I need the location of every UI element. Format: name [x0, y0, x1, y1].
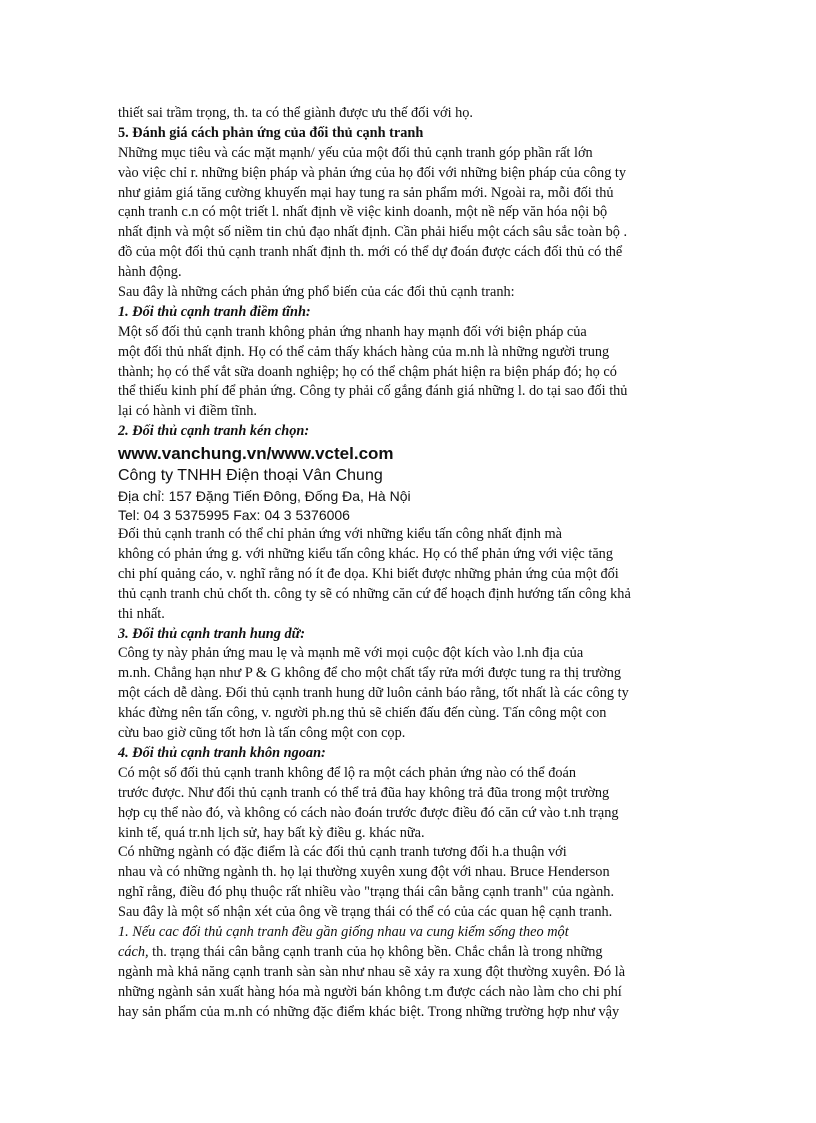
text-line: thành; họ có thể vắt sữa doanh nghiệp; họ có thể chậm phát hiện ra biện pháp đó; họ có	[118, 363, 617, 380]
section-heading: 5. Đánh giá cách phản ứng của đối thủ cạnh tranh	[118, 124, 424, 141]
text-line: Những mục tiêu và các mặt mạnh/ yếu của một đối thủ cạnh tranh góp phần rất lớn	[118, 144, 593, 161]
text-line: Công ty này phản ứng mau lẹ và mạnh mẽ với mọi cuộc đột kích vào l.nh địa của	[118, 645, 584, 662]
text-line: hợp cụ thể nào đó, và không có cách nào đoán trước được điều đó căn cứ vào t.nh trạng	[118, 804, 619, 821]
text-line: Sau đây là những cách phản ứng phổ biến của các đối thủ cạnh tranh:	[118, 284, 515, 301]
text-line: thủ cạnh tranh chủ chốt th. công ty sẽ có những căn cứ để hoạch định hướng tấn công khả	[118, 585, 631, 602]
text-line: kinh tế, quá tr.nh lịch sử, hay bất kỳ điều g. khác nữa.	[118, 824, 425, 841]
text-line: Sau đây là một số nhận xét của ông về trạng thái có thể có của các quan hệ cạnh tranh.	[118, 904, 613, 921]
text-line: thiết sai trầm trọng, th. ta có thể giành được ưu thế đối với họ.	[118, 105, 474, 121]
website-url: www.vanchung.vn/www.vctel.com	[118, 444, 394, 464]
subsection-heading: 4. Đối thủ cạnh tranh khôn ngoan:	[118, 744, 326, 761]
text-rest: th. trạng thái cân bằng cạnh tranh của họ không bền. Chắc chắn là trong những	[148, 943, 603, 960]
text-line: m.nh. Chẳng hạn như P & G không để cho một chất tẩy rửa mới được tung ra thị trường	[118, 665, 622, 682]
text-line	[118, 943, 702, 963]
text-line: vào việc chỉ r. những biện pháp và phản ứng của họ đối với những biện pháp của công ty	[118, 164, 627, 181]
text-line: nhất định và một số niềm tin chủ đạo nhất định. Cần phải hiểu một cách sâu sắc toàn bộ .	[118, 224, 628, 241]
text-line: Một số đối thủ cạnh tranh không phản ứng nhanh hay mạnh đối với biện pháp của	[118, 323, 587, 340]
text-line: ngành mà khả năng cạnh tranh sàn sàn như nhau sẽ xảy ra xung đột thường xuyên. Đó là	[118, 963, 626, 980]
contact-line: Địa chỉ: 157 Đặng Tiến Đông, Đống Đa, Hà Nội	[118, 488, 411, 505]
subsection-heading: 3. Đối thủ cạnh tranh hung dữ:	[118, 625, 305, 642]
text-line: hành động.	[118, 264, 182, 281]
text-line: như giảm giá tăng cường khuyến mại hay tung ra sản phẩm mới. Ngoài ra, mỗi đối thủ	[118, 184, 614, 201]
text-line: Có những ngành có đặc điểm là các đối thủ cạnh tranh tương đối h.a thuận với	[118, 844, 567, 861]
text-line: thể thiếu kinh phí để phản ứng. Công ty phải cố gắng đánh giá những l. do tại sao đối thủ	[118, 383, 628, 400]
text-line: một đối thủ nhất định. Họ có thể cảm thấy khách hàng của m.nh là những người trung	[118, 343, 610, 360]
text-line: hay sản phẩm của m.nh có những đặc điểm khác biệt. Trong những trường hợp như vậy	[118, 1003, 620, 1020]
text-line: cừu bao giờ cũng tốt hơn là tấn công một con cọp.	[118, 725, 406, 742]
text-line: lại có hành vi điềm tĩnh.	[118, 403, 257, 420]
subsection-heading: 1. Đối thủ cạnh tranh điềm tĩnh:	[118, 303, 311, 320]
text-line: nghĩ rằng, điều đó phụ thuộc rất nhiều vào "trạng thái cân bằng cạnh tranh" của ngành.	[118, 884, 615, 901]
contact-line: Tel: 04 3 5375995 Fax: 04 3 5376006	[118, 507, 350, 524]
text-line: một cách dễ dàng. Đối thủ cạnh tranh hung dữ luôn cảnh báo rằng, tốt nhất là các công ty	[118, 685, 629, 702]
text-line: những ngành sản xuất hàng hóa mà người bán không t.m được cách nào làm cho chi phí	[118, 983, 622, 1000]
subsection-heading: 2. Đối thủ cạnh tranh kén chọn:	[118, 423, 310, 440]
text-line: không có phản ứng g. với những kiểu tấn công khác. Họ có thể phản ứng với việc tăng	[118, 546, 613, 563]
text-line: thi nhất.	[118, 605, 165, 622]
italic-lead: cách,	[118, 943, 149, 960]
document-body	[118, 104, 702, 1022]
company-name: Công ty TNHH Điện thoại Vân Chung	[118, 467, 383, 485]
text-line: trước được. Như đối thủ cạnh tranh có thể trả đũa hay không trả đũa trong một trường	[118, 784, 610, 801]
text-line: đồ của một đối thủ cạnh tranh nhất định th. mới có thể dự đoán được cách đối thủ có thể	[118, 244, 623, 261]
text-line: nhau và có những ngành th. họ lại thường xuyên xung đột với nhau. Bruce Henderson	[118, 864, 610, 881]
text-line: cạnh tranh c.n có một triết l. nhất định về việc kinh doanh, một nề nếp văn hóa nội bộ	[118, 204, 608, 221]
text-line: khác đừng nên tấn công, v. người ph.ng thủ sẽ chiến đấu đến cùng. Tấn công một con	[118, 705, 607, 722]
italic-line: 1. Nếu cac đối thủ cạnh tranh đều gần giống nhau va cung kiếm sống theo một	[118, 923, 569, 940]
text-line: Đối thủ cạnh tranh có thể chỉ phản ứng với những kiểu tấn công nhất định mà	[118, 526, 562, 543]
text-line: Có một số đối thủ cạnh tranh không để lộ ra một cách phản ứng nào có thể đoán	[118, 764, 576, 781]
text-line: chi phí quảng cáo, v. nghĩ rằng nó ít đe dọa. Khi biết được những phản ứng của một đối	[118, 565, 619, 582]
